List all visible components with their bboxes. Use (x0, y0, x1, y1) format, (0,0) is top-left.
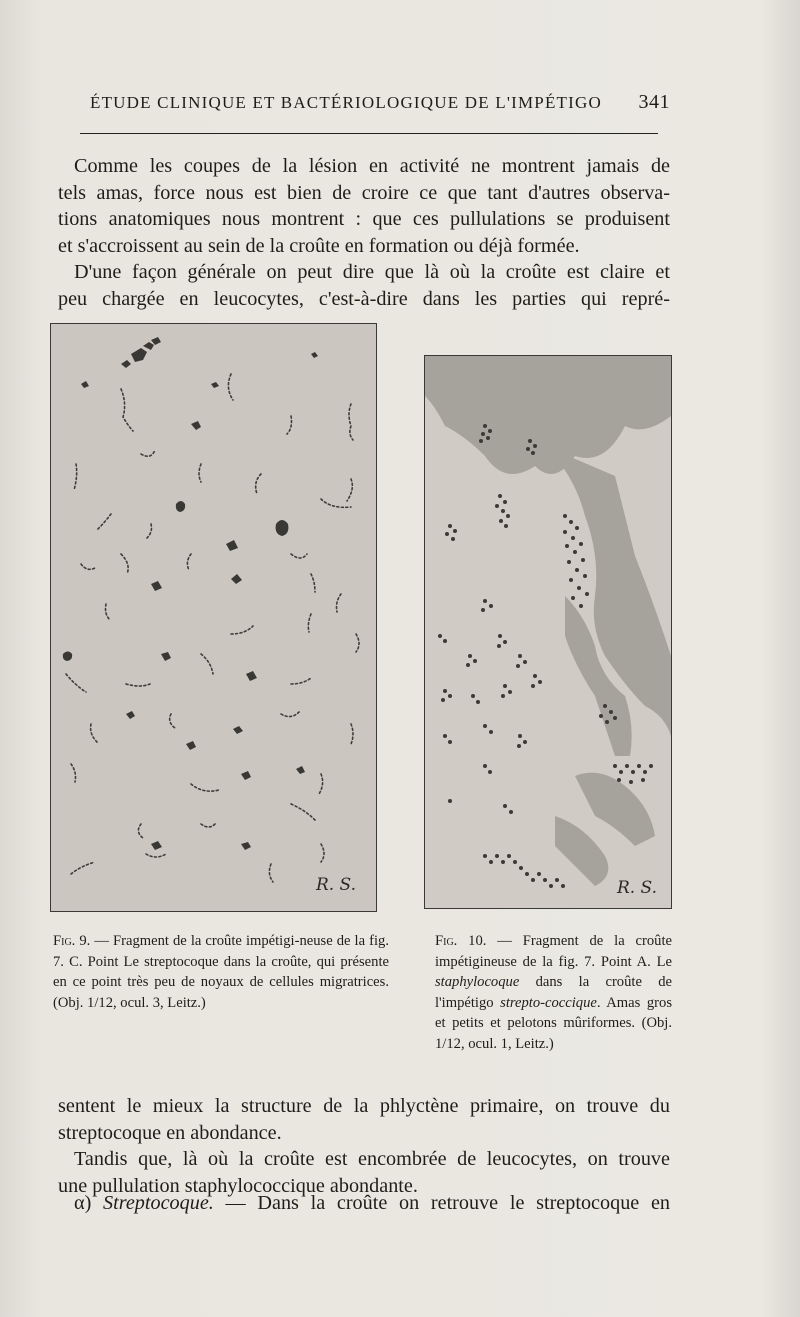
text-line: tions anatomiques nous montrent : que ces pullulations se produisent (58, 208, 670, 230)
figure-10-caption-text-2: dans la croûte de l'impétigo (435, 974, 672, 1011)
figure-9-micrograph (50, 323, 377, 912)
text-line: une pullulation staphylococcique abondante. (58, 1174, 418, 1197)
paragraph-3 (58, 1093, 670, 1199)
figure-10-signature: R. S. (616, 878, 657, 898)
figure-10-caption (435, 931, 672, 1054)
figure-9-caption-text: — Fragment de la croûte impétigi-neuse de la fig. 7. C. Point Le streptocoque dans la croûte, qui présente en ce point très peu de noyaux de cellules migratrices. (Obj. 1/12, ocul. 3, Leitz.) (53, 933, 389, 1011)
figure-10-caption-italic-1: staphylocoque (435, 974, 520, 990)
header-rule (80, 133, 658, 134)
section-text: — Dans la croûte on retrouve le streptocoque en (213, 1192, 670, 1214)
figure-10-label: Fig. 10. (435, 933, 487, 949)
staphylococcus-drawing (425, 356, 671, 908)
figure-9-label: Fig. 9. (53, 933, 91, 949)
text-line: et s'accroissent au sein de la croûte en formation ou déjà formée. (58, 234, 580, 257)
text-line: tels amas, force nous est bien de croire ce que tant d'autres observa- (58, 181, 670, 204)
text-line: Comme les coupes de la lésion en activité ne montrent jamais de (74, 155, 670, 177)
running-header (90, 93, 670, 123)
section-marker: α) (74, 1192, 92, 1214)
streptococcus-drawing (51, 324, 376, 911)
paragraph-5 (58, 1190, 670, 1217)
figure-9-signature: R. S. (315, 875, 356, 895)
text-line: D'une façon générale on peut dire que là où la croûte est claire et (74, 261, 670, 283)
text-line: streptocoque en abondance. (58, 1121, 282, 1144)
figure-10-caption-italic-2: strepto-coccique (500, 994, 597, 1011)
figure-10-micrograph (424, 355, 672, 909)
paragraph-1 (58, 153, 670, 312)
figure-10-caption-text-3: . Amas gros et petits et pelotons mûriformes. (Obj. 1/12, ocul. 1, Leitz.) (435, 994, 673, 1052)
section-label: Streptocoque. (103, 1192, 214, 1214)
running-title: ÉTUDE CLINIQUE ET BACTÉRIOLOGIQUE DE L'IMPÉTIGO (90, 93, 602, 112)
figure-10-caption-text-1: — Fragment de la croûte impétigineuse de la fig. 7. Point A. Le (435, 933, 672, 970)
figure-9-caption (53, 931, 389, 1013)
text-line: sentent le mieux la structure de la phlyctène primaire, on trouve du (58, 1095, 670, 1117)
page-number: 341 (638, 91, 670, 113)
text-line: peu chargée en leucocytes, c'est-à-dire dans les parties qui repré- (58, 287, 670, 310)
text-line (58, 1190, 670, 1217)
text-line: Tandis que, là où la croûte est encombrée de leucocytes, on trouve (74, 1148, 670, 1170)
